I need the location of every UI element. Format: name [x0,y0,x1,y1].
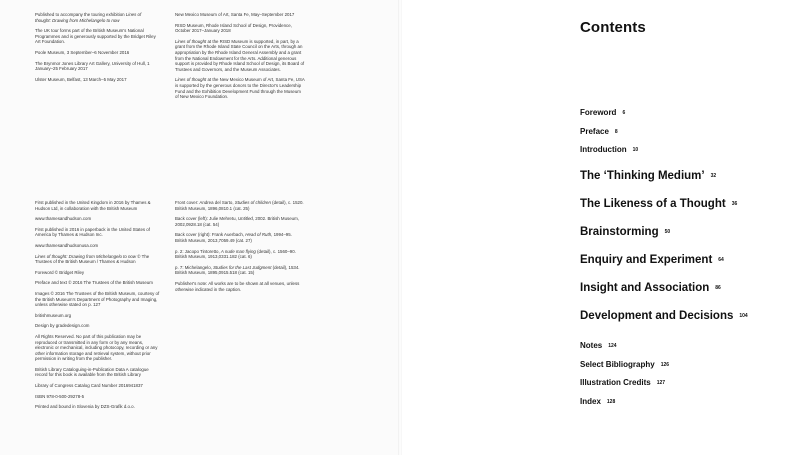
colophon-paragraph [35,243,160,249]
toc-entry-label: Illustration Credits [580,378,651,387]
paragraph-text: (detail), c. 1520. British Museum, 1896,0810.1 (cat. 25) [175,200,304,211]
toc-entry-label: Enquiry and Experiment [580,254,713,266]
copyright-column [35,200,160,415]
toc-entry[interactable] [580,397,615,406]
colophon-paragraph [175,39,305,73]
colophon-paragraph [35,77,157,83]
italic-title-text: Lines of thought [175,38,207,44]
colophon-paragraph [35,367,160,378]
paragraph-text: Back cover (right): Frank Auerbach, [175,232,246,238]
paragraph-text: www.thamesandhudsonusa.com [35,242,99,248]
toc-entry-page: 104 [739,312,748,319]
toc-entry-page: 32 [710,172,717,179]
paragraph-text: Library of Congress Catalog Card Number 2016941837 [35,383,143,389]
colophon-paragraph [175,265,305,276]
colophon-paragraph [175,77,305,99]
toc-entry-page: 10 [632,146,639,153]
toc-entry-label: Index [580,397,601,406]
toc-entry-label: Notes [580,341,603,350]
book-gutter [398,0,402,455]
toc-entry[interactable] [580,198,737,210]
colophon-paragraph [35,394,160,400]
colophon-paragraph [35,200,160,211]
toc-entry[interactable] [580,254,724,266]
italic-title-text: Untitled [237,216,253,222]
paragraph-text: Printed and bound in Slovenia by DZS-Grafik d.o.o. [35,404,135,410]
paragraph-text: , 2002. British Museum, 2002,0928.18 (cat. 54) [175,216,299,227]
colophon-paragraph [35,323,160,329]
italic-title-text: Lines of thought: Drawing from Michelangelo to now [35,253,137,259]
paragraph-text: British Library Cataloguing-in-Publication Data A catalogue record for this book is available from the British Library [35,366,149,378]
italic-title-text: A nude man flying [220,248,256,254]
paragraph-text: Preface and text © 2016 The Trustees of the British Museum [35,280,153,286]
paragraph-text: New Mexico Museum of Art, Santa Fe, May–September 2017 [175,12,295,17]
toc-entry-page: 8 [614,128,618,135]
paragraph-text: (detail), c. 1560–90. British Museum, 1913,0331.182 (cat. 6) [175,248,296,260]
toc-entry-label: Development and Decisions [580,310,734,322]
colophon-paragraph [35,254,160,265]
colophon-paragraph [35,383,160,389]
colophon-paragraph [35,280,160,286]
paragraph-text: , 1994–95. British Museum, 2013,7059.49 (cat. 27) [175,232,292,243]
paragraph-text: p. 7: Michelangelo, [175,264,214,270]
paragraph-text: First published in the United Kingdom in 2016 by Thames & Hudson Ltd, in collaboration with the British Museum [35,200,151,211]
paragraph-text: Design by gradedesign.com [35,323,90,329]
paragraph-text: Publisher's note: All works are to be shown at all venues, unless otherwise indicated in the caption. [175,280,300,292]
toc-entry-page: 36 [731,200,738,207]
toc-entry-label: The ‘Thinking Medium’ [580,170,705,182]
colophon-paragraph [175,249,305,260]
toc-entry[interactable] [580,108,625,117]
toc-entry[interactable] [580,127,618,136]
contents-title: Contents [580,19,646,36]
paragraph-text: Ulster Museum, Belfast, 13 March–5 May 2017 [35,76,127,82]
toc-entry-label: Brainstorming [580,226,659,238]
toc-entry-label: Foreword [580,108,617,117]
toc-entry-page: 126 [660,361,670,368]
colophon-paragraph [35,313,160,319]
toc-entry[interactable] [580,226,670,238]
paragraph-text: Images © 2016 The Trustees of the British Museum, courtesy of the British Museum's Department of Photography and Imaging, unless otherwise stated on p. 127 [35,290,160,308]
paragraph-text: The Brynmor Jones Library Art Gallery, University of Hull, 1 January–25 February 2017 [35,60,150,72]
italic-title-text: Lines of thought [175,77,207,83]
paragraph-text: britishmuseum.org [35,312,72,318]
paragraph-text: Front cover: Andrea del Sarto, [175,200,235,205]
colophon-paragraph [35,291,160,308]
italic-title-text: Studies of children [234,200,271,205]
toc-entry[interactable] [580,282,721,294]
colophon-paragraph [35,404,160,410]
colophon-paragraph [35,50,157,56]
paragraph-text: © The Trustees of the British Museum / Thames & Hudson [35,253,150,265]
paragraph-text: (detail), 1534. British Museum, 1895,0915.518 (cat. 15) [175,264,300,276]
paragraph-text: Published to accompany the touring exhibition [35,12,126,17]
toc-entry-page: 6 [622,109,626,116]
paragraph-text: The UK tour forms part of the British Museum's National Programmes and is generously supported by the Bridget Riley Art Foundation. [35,28,156,45]
paragraph-text: Back cover (left): Julie Mehretu, [175,216,238,222]
colophon-paragraph [175,12,305,18]
toc-entry[interactable] [580,145,638,154]
paragraph-text: RISD Museum, Rhode Island School of Design, Providence, October 2017–January 2018 [175,22,292,34]
colophon-paragraph [35,227,160,238]
toc-entry-label: Introduction [580,145,627,154]
colophon-paragraph [175,232,305,243]
venue-support-column [175,12,305,105]
paragraph-text: at the New Mexico Museum of Art, Santa Fe, USA is supported by the generous donors to the Director's Leadership Fund and the Exhibition Development Fund through the Museum of New Mexico Foundation. [175,77,305,100]
paragraph-text: p. 2: Jacopo Tintoretto, [175,248,221,254]
colophon-paragraph [35,216,160,222]
toc-entry-page: 50 [664,228,671,235]
paragraph-text: First published in 2016 in paperback in the United States of America by Thames & Hudson Inc. [35,226,150,238]
toc-entry[interactable] [580,310,748,322]
toc-entry-page: 86 [715,284,721,291]
toc-entry[interactable] [580,360,669,369]
colophon-paragraph [35,28,157,45]
toc-entry-page: 127 [656,379,666,386]
toc-entry-label: Preface [580,127,609,136]
colophon-paragraph [35,270,160,276]
colophon-paragraph [175,281,305,292]
cover-credits-column [175,200,305,297]
italic-title-text: Lines of thought: Drawing from Michelangelo to now [35,12,142,23]
colophon-paragraph [35,334,160,362]
paragraph-text: All Rights Reserved. No part of this publication may be reproduced or transmitted in any form or by any means, electronic or mechanical, including photocopy, recording or any other information storage and retrieval system, without prior permission in writing from the publisher. [35,333,158,362]
toc-entry-page: 64 [718,256,724,263]
colophon-paragraph [35,12,157,23]
toc-entry[interactable] [580,341,617,350]
toc-entry[interactable] [580,170,716,182]
colophon-paragraph [175,200,305,211]
paragraph-text: www.thamesandhudson.com [35,216,92,222]
colophon-paragraph [35,61,157,72]
paragraph-text: Poole Museum, 3 September–6 November 2016 [35,49,130,55]
colophon-paragraph [175,23,305,34]
toc-entry-label: The Likeness of a Thought [580,198,726,210]
paragraph-text: at the RISD Museum is supported, in part, by a grant from the Rhode Island State Council on the Arts, through an appropriation by the Rhode Island General Assembly and a grant from the National Endowment for the Arts. Additional generous support is provided by Rhode Island School of Design, its Board of Trustees and Governors, and the Museum Associates. [175,38,305,72]
italic-title-text: Head of Ruth [245,232,272,238]
italic-title-text: Studies for the Last Judgment [213,264,272,270]
colophon-paragraph [175,216,305,227]
paragraph-text: ISBN 978-0-500-29278-5 [35,393,85,399]
toc-entry-page: 128 [606,398,616,405]
exhibition-info-column [35,12,157,87]
toc-entry-page: 124 [608,342,617,349]
toc-entry[interactable] [580,378,665,387]
toc-entry-label: Select Bibliography [580,360,655,369]
toc-entry-label: Insight and Association [580,282,710,294]
paragraph-text: Foreword © Bridget Riley [35,269,85,275]
